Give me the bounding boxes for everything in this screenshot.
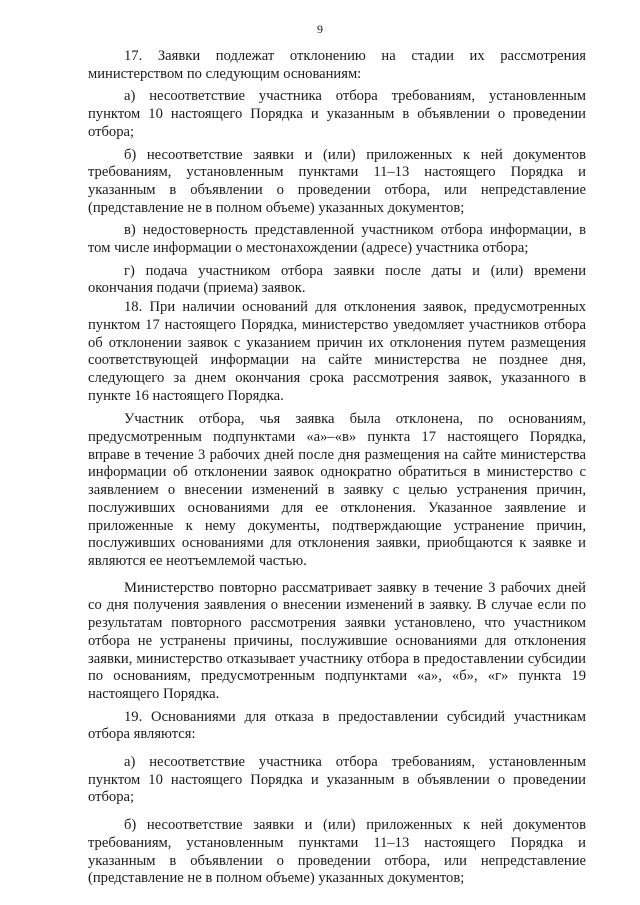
paragraph-19a: а) несоответствие участника отбора требованиям, установленным пунктом 10 настоящего Порядка и указанным в объявлении о проведении отбора; [88,754,586,806]
paragraph-17a: а) несоответствие участника отбора требованиям, установленным пунктом 10 настоящего Порядка и указанным в объявлении о проведении отбора; [88,88,586,140]
paragraph-19b: б) несоответствие заявки и (или) приложенных к ней документов требованиям, установленным пунктами 11–13 настоящего Порядка и указанным в объявлении о проведении отбора, или непредставление (представление не в полном объеме) указанных документов; [88,817,586,887]
document-body [88,48,586,888]
paragraph-17b: б) несоответствие заявки и (или) приложенных к ней документов требованиям, установленным пунктами 11–13 настоящего Порядка и указанным в объявлении о проведении отбора, или непредставление (представление не в полном объеме) указанных документов; [88,146,586,216]
page-number: 9 [317,22,323,36]
paragraph-17g: г) подача участником отбора заявки после даты и (или) времени окончания подачи (приема) заявок. [88,262,586,297]
paragraph-17: 17. Заявки подлежат отклонению на стадии их рассмотрения министерством по следующим основаниям: [88,48,586,82]
paragraph-18-review: Министерство повторно рассматривает заявку в течение 3 рабочих дней со дня получения заявления о внесении изменений в заявку. В случае если по результатам повторного рассмотрения заявки установлено, что участником отбора не устранены причины, послужившие основаниями для отклонения заявки, министерство отказывает участнику отбора в предоставлении субсидии по основаниям, предусмотренным подпунктами «а», «б», «г» пункта 19 настоящего Порядка. [88,579,586,702]
paragraph-18-appeal: Участник отбора, чья заявка была отклонена, по основаниям, предусмотренным подпунктами «а»–«в» пункта 17 настоящего Порядка, вправе в течение 3 рабочих дней после дня размещения на сайте министерства информации об отклонении заявок однократно обратиться в министерство с заявлением о внесении изменений в заявку с целью устранения причин, послуживших основаниями для ее отклонения. Указанное заявление и приложенные к нему документы, подтверждающие устранение причин, послуживших основаниями для отклонения заявки, приобщаются к заявке и являются ее неотъемлемой частью. [88,411,586,569]
paragraph-18: 18. При наличии оснований для отклонения заявок, предусмотренных пунктом 17 настоящего Порядка, министерство уведомляет участников отбора об отклонении заявок с указанием причин их отклонения путем размещения соответствующей информации на сайте министерства не позднее дня, следующего за днем окончания срока рассмотрения заявок, указанного в пункте 16 настоящего Порядка. [88,299,586,404]
paragraph-19: 19. Основаниями для отказа в предоставлении субсидий участникам отбора являются: [88,708,586,743]
paragraph-17v: в) недостоверность представленной участником отбора информации, в том числе информации о местонахождении (адресе) участника отбора; [88,222,586,257]
